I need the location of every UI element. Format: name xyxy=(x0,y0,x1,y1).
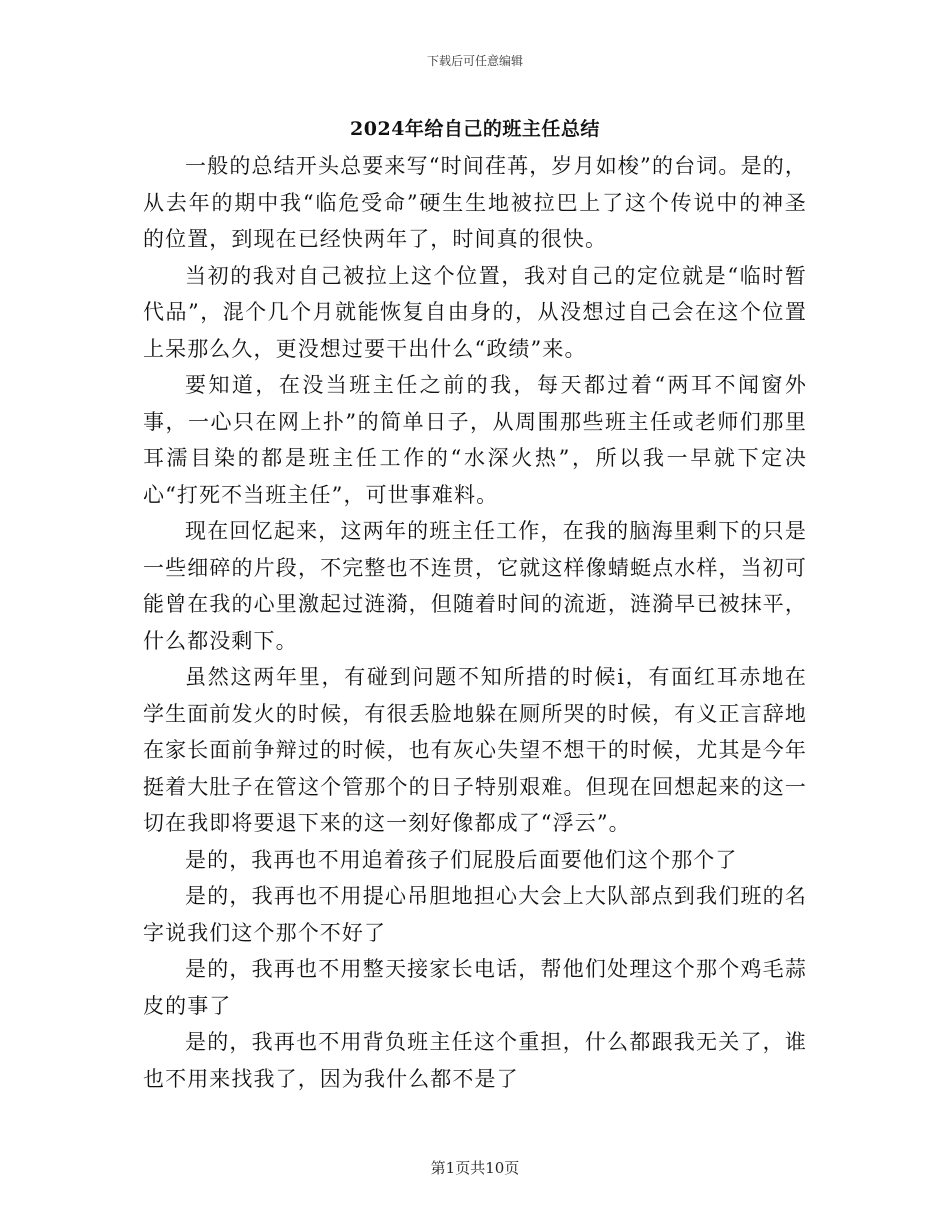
paragraph: 一般的总结开头总要来写“时间荏苒，岁月如梭”的台词。是的，从去年的期中我“临危受命”硬生生地被拉巴上了这个传说中的神圣的位置，到现在已经快两年了，时间真的很快。 xyxy=(143,154,807,251)
paragraph: 虽然这两年里，有碰到问题不知所措的时候i，有面红耳赤地在学生面前发火的时候，有很丢脸地躲在厕所哭的时候，有义正言辞地在家长面前争辩过的时候，也有灰心失望不想干的时候，尤其是今年挺着大肚子在管这个管那个的日子特别艰难。但现在回想起来的这一切在我即将要退下来的这一刻好像都成了“浮云”。 xyxy=(143,665,807,835)
paragraph: 是的，我再也不用追着孩子们屁股后面要他们这个那个了 xyxy=(185,847,738,872)
paragraph: 要知道，在没当班主任之前的我，每天都过着“两耳不闻窗外事，一心只在网上扑”的简单日子，从周围那些班主任或老师们那里耳濡目染的都是班主任工作的“水深火热”，所以我一早就下定决心“打死不当班主任”，可世事难料。 xyxy=(143,373,807,507)
paragraph: 是的，我再也不用整天接家长电话，帮他们处理这个那个鸡毛蒜皮的事了 xyxy=(143,957,807,1018)
paragraph: 是的，我再也不用提心吊胆地担心大会上大队部点到我们班的名字说我们这个那个不好了 xyxy=(143,884,807,945)
paragraph: 当初的我对自己被拉上这个位置，我对自己的定位就是“临时暂代品”，混个几个月就能恢复自由身的，从没想过自己会在这个位置上呆那么久，更没想过要干出什么“政绩”来。 xyxy=(143,263,807,361)
paragraph: 是的，我再也不用背负班主任这个重担，什么都跟我无关了，谁也不用来找我了，因为我什么都不是了 xyxy=(143,1030,807,1091)
document-body xyxy=(143,148,807,1097)
paragraph: 现在回忆起来，这两年的班主任工作，在我的脑海里剩下的只是一些细碎的片段，不完整也不连贯，它就这样像蜻蜓点水样，当初可能曾在我的心里激起过涟漪，但随着时间的流逝，涟漪早已被抹平，什么都没剩下。 xyxy=(143,519,807,653)
document-title: 2024年给自己的班主任总结 xyxy=(350,118,600,140)
page-number-footer: 第1页共10页 xyxy=(430,1159,520,1177)
header-note: 下载后可任意编辑 xyxy=(426,54,523,68)
